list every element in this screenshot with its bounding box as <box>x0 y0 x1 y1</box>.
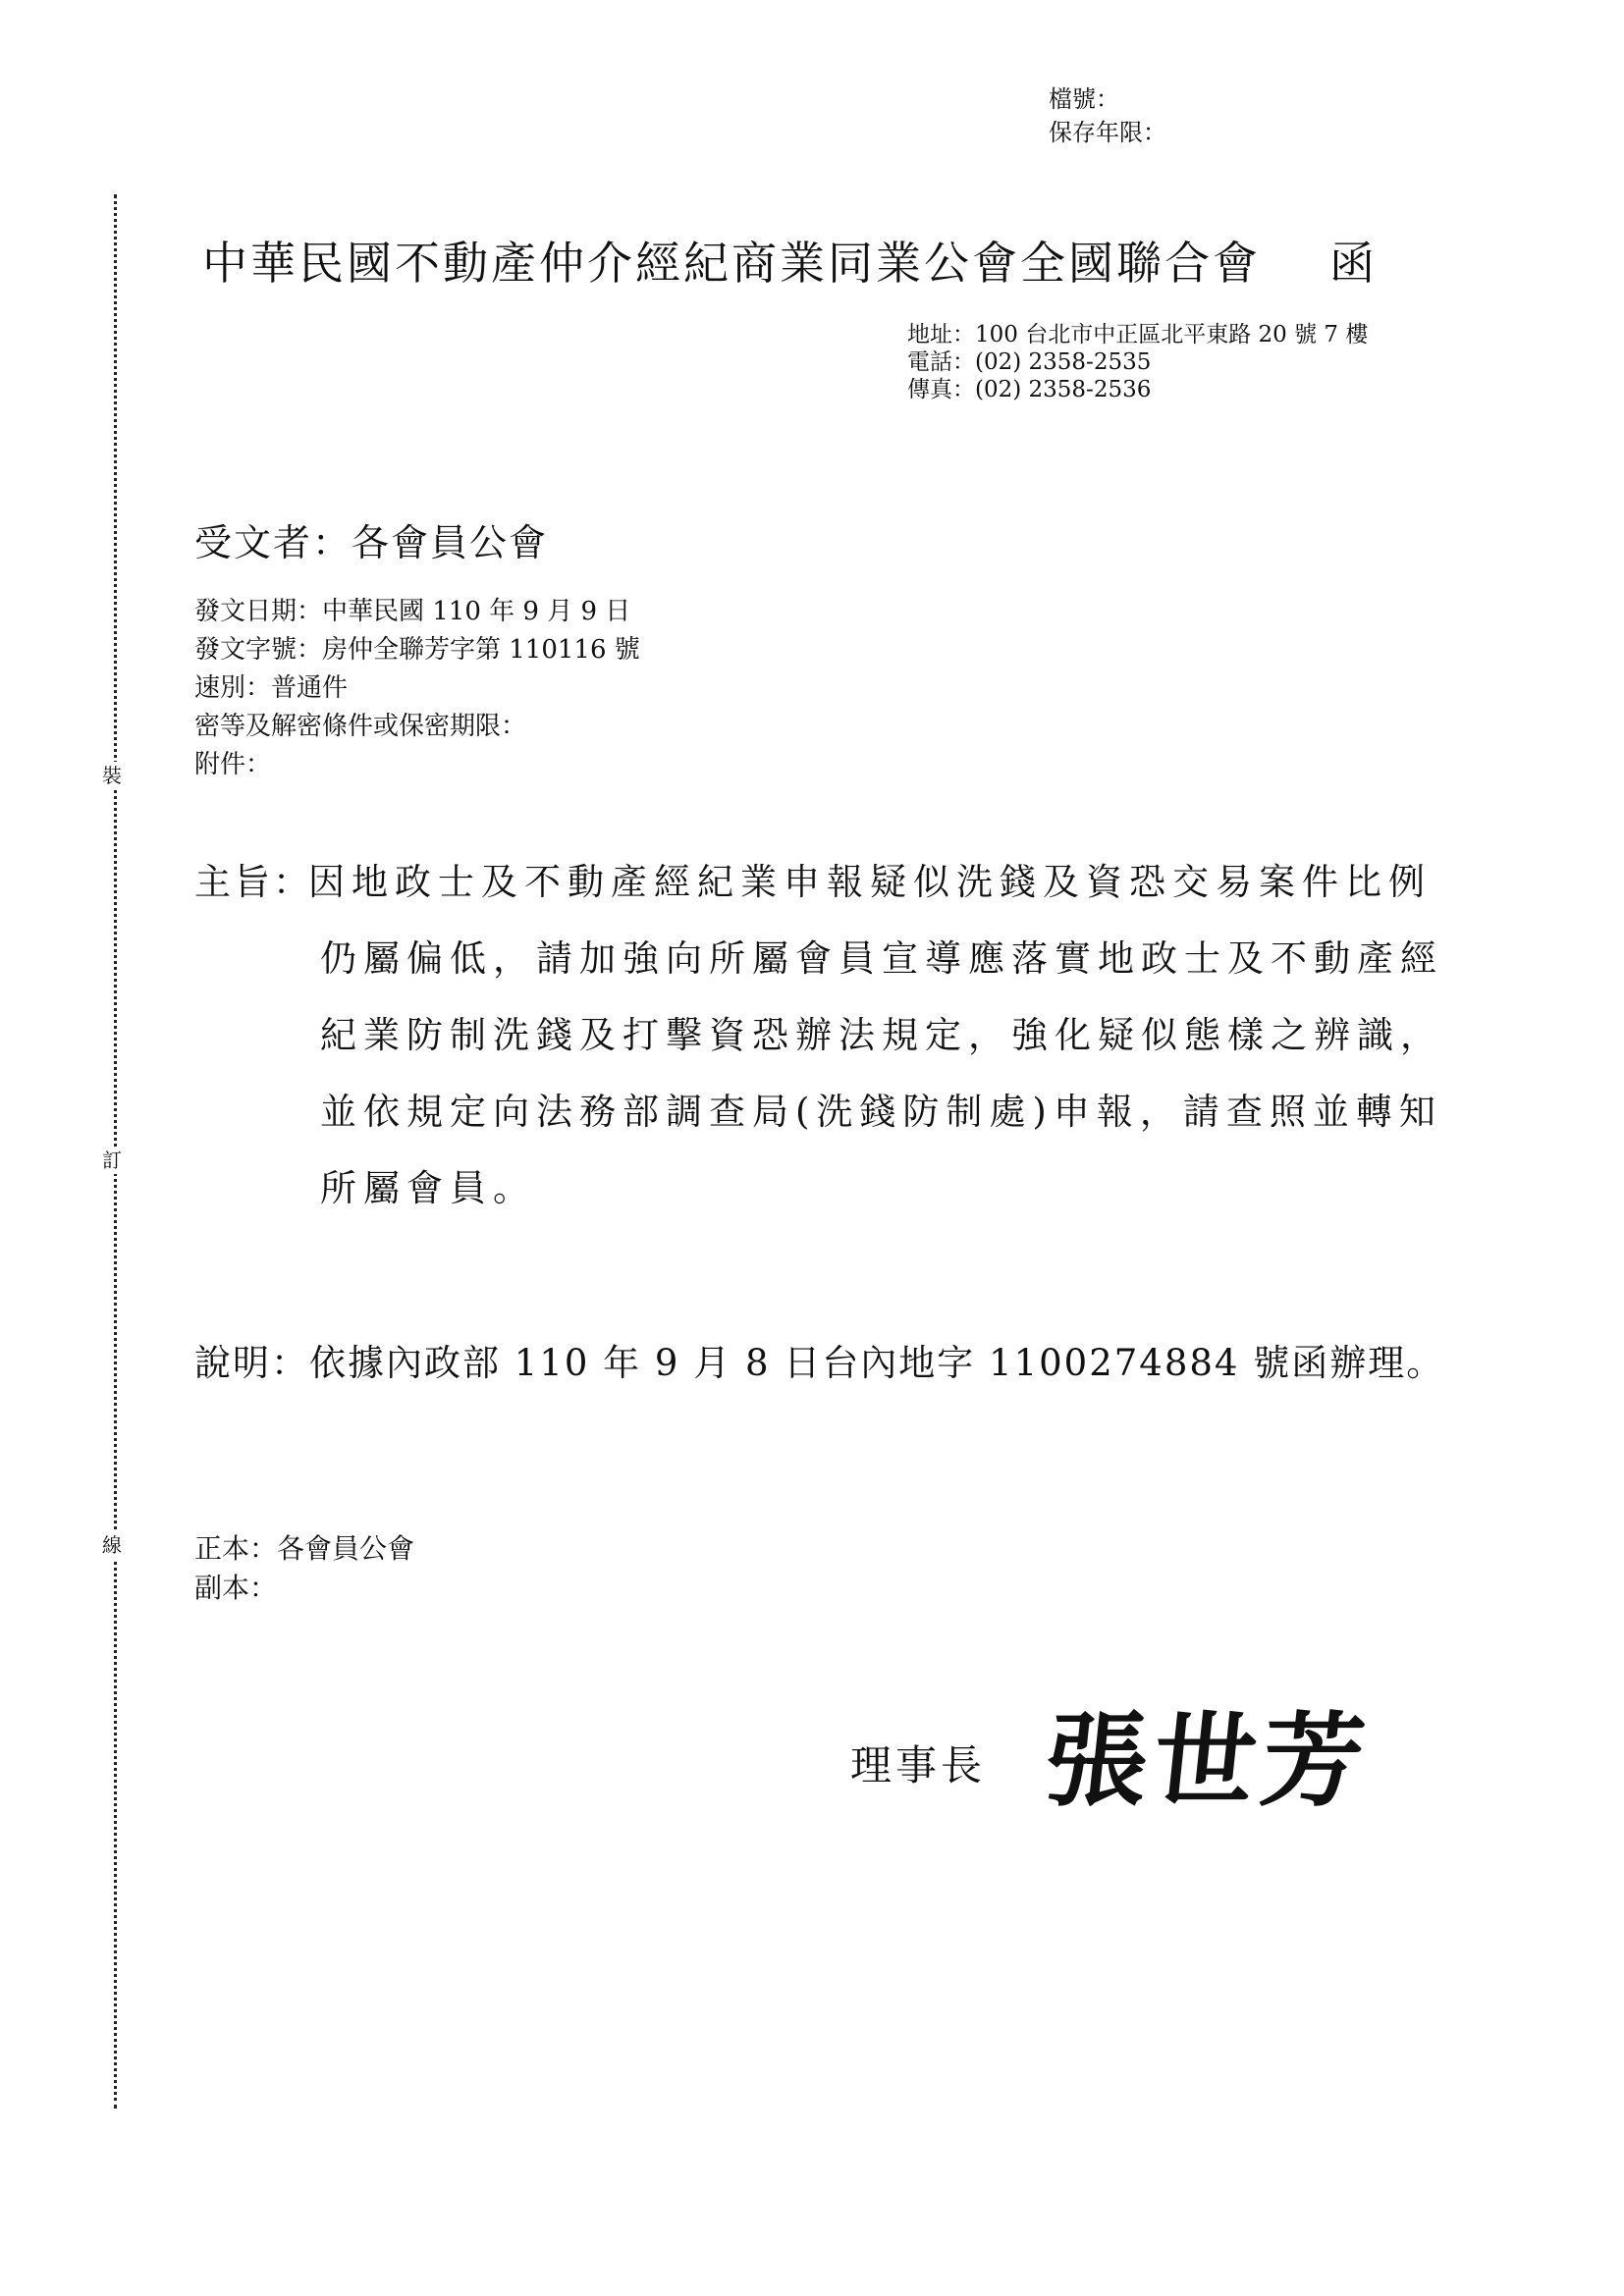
contact-address: 地址：100 台北市中正區北平東路 20 號 7 樓 <box>907 322 1369 347</box>
binding-mark-zhuang: 裝 <box>102 764 122 787</box>
document-title <box>202 228 1378 293</box>
issue-date: 發文日期：中華民國 110 年 9 月 9 日 <box>194 597 631 626</box>
binding-mark-xian: 線 <box>102 1533 122 1557</box>
subject-line: 所屬會員。 <box>320 1167 536 1209</box>
subject-line: 紀業防制洗錢及打擊資恐辦法規定，強化疑似態樣之辨識， <box>320 1014 1443 1056</box>
chairman-title: 理事長 <box>850 1741 987 1789</box>
retention-period-label: 保存年限： <box>1049 119 1166 146</box>
document-number: 發文字號：房仲全聯芳字第 110116 號 <box>194 635 640 665</box>
organization-name: 中華民國不動產仲介經紀商業同業公會全國聯合會 <box>202 237 1261 290</box>
contact-phone: 電話：(02) 2358-2535 <box>907 349 1152 375</box>
file-number-label: 檔號： <box>1049 85 1119 113</box>
copy-recipients: 副本： <box>194 1572 278 1604</box>
secrecy-level: 密等及解密條件或保密期限： <box>194 712 527 741</box>
speed-category: 速別：普通件 <box>194 673 349 703</box>
subject-line: 並依規定向法務部調查局(洗錢防制處)申報，請查照並轉知 <box>320 1091 1442 1133</box>
binding-mark-ding: 訂 <box>102 1148 122 1172</box>
contact-fax: 傳真：(02) 2358-2536 <box>907 377 1152 402</box>
attachments: 附件： <box>194 750 272 779</box>
original-recipients: 正本：各會員公會 <box>194 1532 415 1565</box>
description: 說明：依據內政部 110 年 9 月 8 日台內地字 1100274884 號函辦理。 <box>194 1342 1445 1384</box>
subject-line: 因地政士及不動產經紀業申報疑似洗錢及資恐交易案件比例 <box>308 861 1432 903</box>
subject-line: 仍屬偏低，請加強向所屬會員宣導應落實地政士及不動產經 <box>320 937 1443 980</box>
document-type: 函 <box>1329 237 1378 290</box>
recipient: 受文者：各會員公會 <box>194 521 549 564</box>
chairman-signature: 張世芳 <box>1039 1701 1377 1821</box>
subject-label: 主旨： <box>194 861 312 903</box>
